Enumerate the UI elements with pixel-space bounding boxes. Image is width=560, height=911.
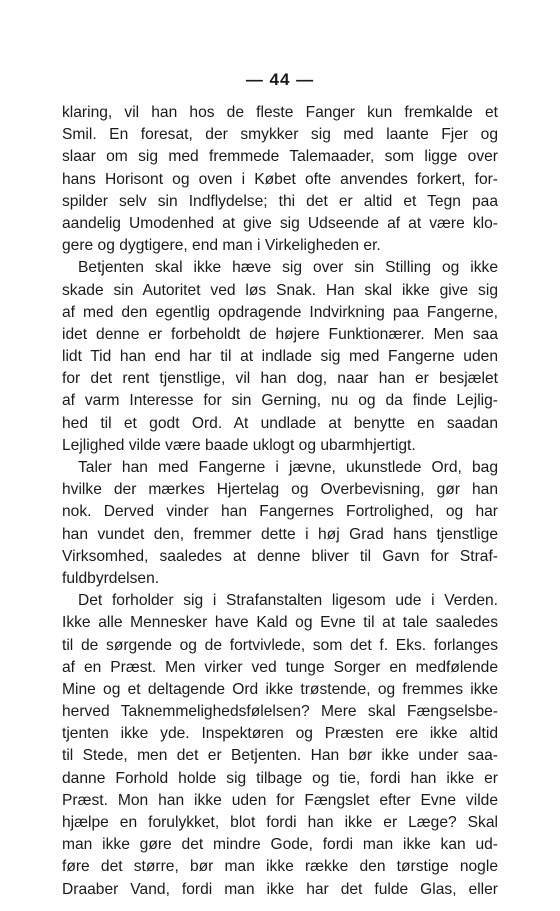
text-line: Mine og et deltagende Ord ikke trøstende, og fremmes ikke	[62, 680, 498, 698]
text-line: Draaber Vand, fordi man ikke har det fulde Glas, eller	[62, 880, 498, 898]
text-line: han vundet den, fremmer dette i høj Grad hans tjenstlige	[62, 525, 498, 543]
text-line: til de sørgende og de fortvivlede, som det f. Eks. forlanges	[62, 636, 498, 654]
text-line: for det rent tjenstlige, vil han dog, naar han er besjælet	[62, 370, 498, 388]
text-line: hed til et godt Ord. At undlade at benytte en saadan	[62, 414, 498, 432]
text-line: Det forholder sig i Strafanstalten ligesom ude i Verden.	[78, 592, 498, 610]
text-line: spilder selv sin Indflydelse; thi det er altid et Tegn paa	[62, 192, 498, 210]
body-text	[62, 102, 498, 901]
text-line: skade sin Autoritet ved løs Snak. Han skal ikke give sig	[62, 281, 498, 299]
text-line: af med den egentlig opdragende Indvirkning paa Fangerne,	[62, 303, 498, 321]
text-line: Ikke alle Mennesker have Kald og Evne til at tale saaledes	[62, 614, 498, 632]
text-line: Lejlighed vilde være baade uklogt og ubarmhjertigt.	[62, 436, 416, 454]
text-line: Taler han med Fangerne i jævne, ukunstlede Ord, bag	[78, 459, 498, 476]
text-line: danne Forhold holde sig tilbage og tie, fordi han ikke er	[62, 769, 498, 787]
paragraph	[62, 590, 498, 901]
text-line: af en Præst. Men virker ved tunge Sorger en medfølende	[62, 658, 498, 676]
text-line: til Stede, men det er Betjenten. Han bør ikke under saa-	[62, 747, 498, 765]
text-line: af varm Interesse for sin Gerning, nu og da finde Lejlig-	[62, 392, 498, 410]
text-line: hvilke der mærkes Hjertelag og Overbevisning, gør han	[62, 481, 498, 499]
text-line: gere og dygtigere, end man i Virkeligheden er.	[62, 237, 381, 255]
text-line: man ikke gøre det mindre Gode, fordi man ikke kan ud-	[62, 836, 498, 854]
page-number: — 44 —	[245, 70, 315, 89]
text-line: fuldbyrdelsen.	[62, 569, 160, 587]
text-line: slaar om sig med fremmede Talemaader, som ligge over	[62, 148, 498, 166]
text-line: Betjenten skal ikke hæve sig over sin Stilling og ikke	[78, 259, 498, 277]
text-line: Præst. Mon han ikke uden for Fængslet efter Evne vilde	[62, 791, 498, 809]
text-line: føre det større, bør man ikke række den tørstige nogle	[62, 858, 498, 876]
text-line: aandelig Umodenhed at give sig Udseende af at være klo-	[62, 214, 498, 232]
paragraph	[62, 457, 498, 590]
paragraph	[62, 102, 498, 257]
text-line: hjælpe en forulykket, blot fordi han ikke er Læge? Skal	[62, 814, 498, 831]
paragraph	[62, 257, 498, 457]
text-line: herved Taknemmelighedsfølelsen? Mere skal Fængselsbe-	[62, 703, 498, 721]
text-line: Virksomhed, saaledes at denne bliver til Gavn for Straf-	[62, 547, 498, 565]
text-line: tjenten ikke yde. Inspektøren og Præsten ere ikke altid	[62, 725, 498, 743]
text-line: idet denne er forbeholdt de højere Funktionærer. Men saa	[62, 325, 498, 343]
text-line: nok. Derved vinder han Fangernes Fortrolighed, og har	[62, 503, 498, 521]
text-line: hans Horisont og oven i Købet ofte anvendes forkert, for-	[62, 170, 498, 188]
text-line: lidt Tid han end har til at indlade sig med Fangerne uden	[62, 348, 498, 366]
text-line: Smil. En foresat, der smykker sig med laante Fjer og	[62, 126, 498, 144]
text-line: klaring, vil han hos de fleste Fanger kun fremkalde et	[62, 104, 498, 121]
